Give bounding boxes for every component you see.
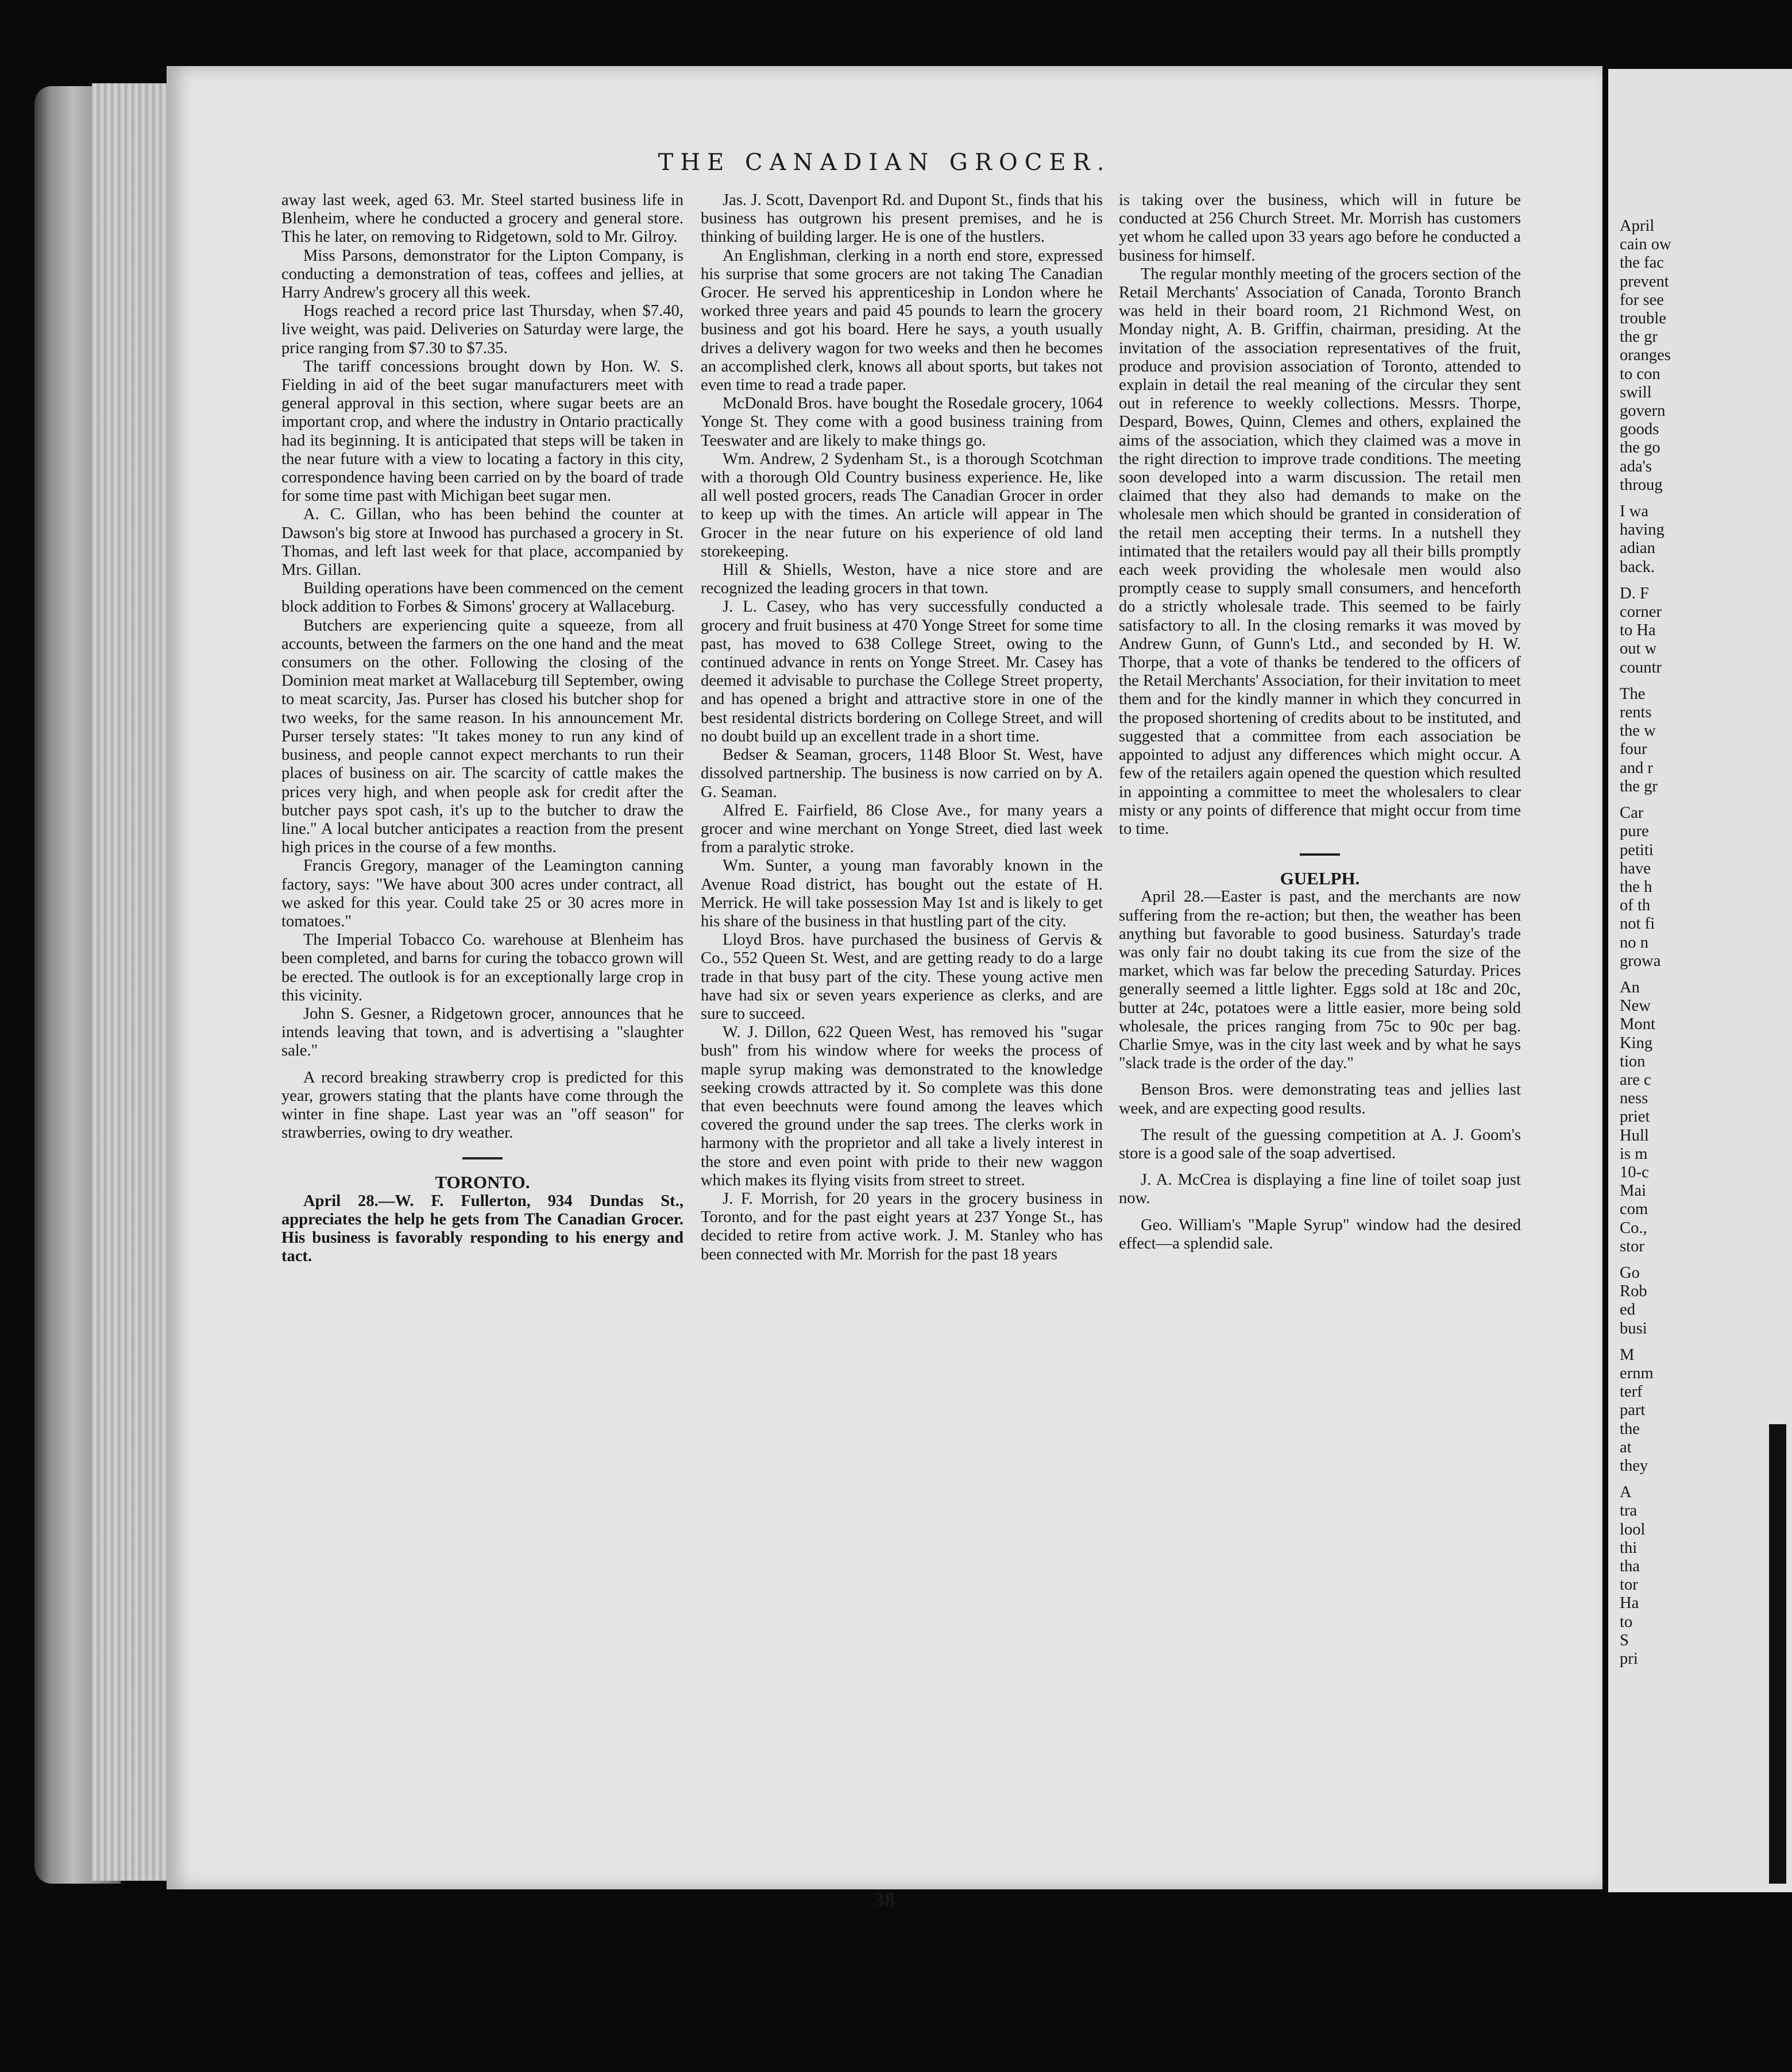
adjacent-fragment-line: tha (1620, 1557, 1640, 1576)
adjacent-fragment-line: rents (1620, 703, 1652, 722)
col2-paragraph-10: Lloyd Bros. have purchased the business of Gervis & Co., 552 Queen St. West, and are getting ready to do a large trade in that busy part of the city. These young active men have had six or seven years experience as clerks, and are sure to succeed. (701, 931, 1103, 1023)
adjacent-fragment-line: the gr (1620, 777, 1658, 795)
adjacent-fragment-line: cain ow (1620, 235, 1671, 254)
adjacent-fragment-line: the gr (1620, 328, 1658, 346)
adjacent-fragment-line: at (1620, 1438, 1632, 1456)
col2-paragraph-2: An Englishman, clerking in a north end store, expressed his surprise that some grocers are not taking The Canadian Grocer. He served his apprenticeship in London where he worked three years and paid 45 pounds to learn the grocery business and got his board. Here he says, a youth usually drives a delivery wagon for two weeks and then he becomes an accomplished clerk, knows all about sports, but takes not even time to read a trade paper. (701, 246, 1103, 395)
col2-paragraph-8: Alfred E. Fairfield, 86 Close Ave., for many years a grocer and wine merchant on Yonge Street, died last week from a paralytic stroke. (701, 801, 1103, 857)
adjacent-fragment-line: prevent (1620, 272, 1669, 291)
adjacent-fragment-line: Mai (1620, 1182, 1647, 1200)
adjacent-fragment-line: Co., (1620, 1219, 1647, 1237)
adjacent-fragment-line: Hull (1620, 1126, 1649, 1145)
fragment-gap (1620, 577, 1792, 585)
col1-paragraph-2: Miss Parsons, demonstrator for the Lipton Company, is conducting a demonstration of teas, coffees and jellies, at Harry Andrew's grocery all this week. (281, 246, 683, 302)
adjacent-fragment-line: I wa (1620, 502, 1649, 521)
col1-paragraph-1: away last week, aged 63. Mr. Steel started business life in Blenheim, where he conducted a grocery and general store. This he later, on removing to Ridgetown, sold to Mr. Gilroy. (281, 191, 683, 246)
col3-paragraph-2: The regular monthly meeting of the grocers section of the Retail Merchants' Association of Canada, Toronto Branch was held in their board room, 21 Richmond West, on Monday night, A. B. Griffin, chairman, presiding. At the invitation of the association representatives of the fruit, produce and provision association of Toronto, attended to explain in detail the real meaning of the circular they sent out in reference to weekly collections. Messrs. Thorpe, Despard, Bowes, Quinn, Clemes and others, explained the aims of the association, which they claimed was a move in the right direction to improve trade conditions. The meeting soon developed into a warm discussion. The retail men claimed that they also had demands to make on the wholesale men which should be granted in consideration of the retail men accepting their terms. In a nutshell they intimated that the retailers would pay all their bills promptly each week providing the wholesale men would also promptly cease to supply small consumers, and henceforth do a strictly wholesale trade. This seemed to be fairly satisfactory to all. In the closing remarks it was moved by Andrew Gunn, of Gunn's Ltd., and seconded by H. W. Thorpe, that a vote of thanks be tendered to the officers of the Retail Merchants' Association, for their invitation to meet them and for the kindly manner in which they concurred in the proposed shortening of credits about to be instituted, and suggested that a committee from each association be appointed to adjust any differences which might occur. A few of the retailers again opened the question which resulted in appointing a committee to meet the wholesalers to clear misty or any points of difference that might occur from time to time. (1119, 265, 1521, 838)
adjacent-fragment-line: stor (1620, 1237, 1644, 1255)
guelph-paragraph-2: Benson Bros. were demonstrating teas and jellies last week, and are expecting good results. (1119, 1081, 1521, 1118)
page-edges (92, 83, 172, 1881)
column-3 (1119, 191, 1521, 1253)
col1-paragraph-9: The Imperial Tobacco Co. warehouse at Blenheim has been completed, and barns for curing the tobacco grown will be erected. The outlook is for an exceptionally large crop in this vicinity. (281, 931, 683, 1004)
adjacent-fragment-line: have (1620, 859, 1651, 877)
adjacent-fragment-line: thi (1620, 1538, 1637, 1557)
adjacent-fragment-line: to (1620, 1613, 1633, 1631)
adjacent-fragment-line: they (1620, 1457, 1648, 1475)
adjacent-fragment-line: to Ha (1620, 621, 1656, 640)
column-2 (701, 191, 1103, 1264)
fragment-gap (1620, 971, 1792, 979)
adjacent-fragment-line: part (1620, 1401, 1646, 1420)
fragment-gap (1620, 1338, 1792, 1346)
adjacent-fragment-line: tion (1620, 1052, 1646, 1070)
adjacent-fragment-line: ness (1620, 1089, 1648, 1108)
page-gutter-shadow (1769, 1424, 1786, 1884)
adjacent-fragment-line: terf (1620, 1383, 1643, 1401)
adjacent-fragment-line: goods (1620, 420, 1659, 439)
adjacent-fragment-line: S (1620, 1631, 1629, 1649)
col2-paragraph-12: J. F. Morrish, for 20 years in the grocery business in Toronto, and for the past eight years at 237 Yonge St., has decided to retire from active work. J. M. Stanley who has been connected with Mr. Morrish for the past 18 years (701, 1189, 1103, 1263)
col2-paragraph-9: Wm. Sunter, a young man favorably known in the Avenue Road district, has bought out the estate of H. Merrick. He will take possession May 1st and is likely to get his share of the business in that hustling part of the city. (701, 857, 1103, 930)
adjacent-fragment-line: govern (1620, 402, 1666, 420)
adjacent-fragment-line: the go (1620, 439, 1660, 457)
adjacent-fragment-line: of th (1620, 896, 1651, 915)
adjacent-page-fragment (1608, 69, 1792, 1892)
adjacent-fragment-line: petiti (1620, 841, 1654, 859)
fragment-gap (1620, 677, 1792, 685)
adjacent-fragment-line: The (1620, 685, 1646, 703)
col2-paragraph-1: Jas. J. Scott, Davenport Rd. and Dupont St., finds that his business has outgrown his present premises, and he is thinking of building larger. He is one of the hustlers. (701, 191, 1103, 246)
toronto-first-paragraph: April 28.—W. F. Fullerton, 934 Dundas St., appreciates the help he gets from The Canadian Grocer. His business is favorably responding to his energy and tact. (281, 1192, 683, 1266)
adjacent-fragment-line: for see (1620, 291, 1664, 309)
col1-paragraph-11: A record breaking strawberry crop is predicted for this year, growers stating that the plants have come through the winter in fine shape. Last year was an "off season" for strawberries, owing to dry weather. (281, 1068, 683, 1142)
adjacent-fragment-line: April (1620, 217, 1655, 235)
col2-paragraph-7: Bedser & Seaman, grocers, 1148 Bloor St. West, have dissolved partnership. The business is now carried on by A. G. Seaman. (701, 746, 1103, 801)
adjacent-fragment-line: the (1620, 1420, 1640, 1438)
adjacent-fragment-line: no n (1620, 933, 1649, 952)
adjacent-fragment-line: throug (1620, 476, 1663, 494)
adjacent-fragment-line: are c (1620, 1070, 1651, 1089)
adjacent-fragment-line: tra (1620, 1502, 1637, 1520)
adjacent-fragment-line: pri (1620, 1650, 1638, 1668)
adjacent-fragment-line: New (1620, 997, 1651, 1015)
adjacent-fragment-line: com (1620, 1200, 1648, 1219)
section-heading-guelph: GUELPH. (1280, 868, 1360, 889)
adjacent-fragment-line: busi (1620, 1319, 1647, 1337)
adjacent-fragment-line: M (1620, 1346, 1635, 1364)
adjacent-fragment-line: the fac (1620, 254, 1664, 272)
col1-paragraph-3: Hogs reached a record price last Thursday, when $7.40, live weight, was paid. Deliveries on Saturday were large, the price ranging from $7.30 to $7.35. (281, 302, 683, 357)
guelph-paragraph-4: J. A. McCrea is displaying a fine line of toilet soap just now. (1119, 1171, 1521, 1208)
adjacent-fragment-line: D. F (1620, 584, 1649, 602)
adjacent-fragment-line: lool (1620, 1520, 1646, 1538)
page-number: 38 (874, 1888, 895, 1911)
section-divider (1300, 853, 1340, 856)
adjacent-fragment-line: ada's (1620, 457, 1652, 476)
adjacent-fragment-line: and r (1620, 759, 1653, 777)
col1-paragraph-5: A. C. Gillan, who has been behind the counter at Dawson's big store at Inwood has purchased a grocery in St. Thomas, and left last week for that place, accompanied by Mrs. Gillan. (281, 505, 683, 579)
adjacent-fragment-line: countr (1620, 658, 1662, 677)
col1-paragraph-7: Butchers are experiencing quite a squeeze, from all accounts, between the farmers on the one hand and the meat consumers on the other. Following the closing of the Dominion meat market at Wallaceburg till September, owing to meat scarcity, Jas. Purser has closed his butcher shop for two weeks, for the same reason. In his announcement Mr. Purser tersely states: "It takes money to run any kind of business, and people cannot expect merchants to run their places of business on air. The scarcity of cattle makes the prices very high, and when people ask for credit after the butcher pays spot cash, it's up to the butcher to draw the line." A local butcher anticipates a reaction from the present high prices in the course of a few months. (281, 616, 683, 857)
col2-paragraph-11: W. J. Dillon, 622 Queen West, has removed his "sugar bush" from his window where for weeks the process of maple syrup making was demonstrated to the knowledge seeking crowds attracted by it. So complete was this done that even beechnuts were found among the leaves which covered the ground under the sap trees. The clerks work in harmony with the proprietor and all take a lively interest in the store and even point with pride to their new waggon which makes its flying visits from street to street. (701, 1023, 1103, 1189)
adjacent-fragment-line: Mont (1620, 1015, 1655, 1034)
fragment-gap (1620, 796, 1792, 804)
guelph-paragraph-1: April 28.—Easter is past, and the merchants are now suffering from the re-action; but then, the weather has been anything but favorable to good business. Saturday's trade was only fair no doubt taking its cue from the size of the market, which was far below the preceding Saturday. Prices generally seemed a little lighter. Eggs sold at 18c and 20c, butter at 24c, potatoes were a little easier, more being sold wholesale, the prices ranging from 75c to 90c per bag. Charlie Smye, was in the city last week and by what he says "slack trade is the order of the day." (1119, 888, 1521, 1073)
adjacent-fragment-line: An (1620, 978, 1640, 996)
section-heading-toronto: TORONTO. (435, 1172, 530, 1193)
fragment-gap (1620, 494, 1792, 502)
adjacent-fragment-line: Go (1620, 1263, 1640, 1282)
adjacent-fragment-line: having (1620, 521, 1664, 539)
adjacent-fragment-line: 10-c (1620, 1163, 1649, 1181)
col1-paragraph-4: The tariff concessions brought down by Hon. W. S. Fielding in aid of the beet sugar manufacturers meet with general approval in this section, where sugar beets are an important crop, and where the industry in Ontario practically had its beginning. It is anticipated that steps will be taken in the near future with a view to locating a factory in this city, correspondence having been carried on by the board of trade for some time past with Michigan beet sugar men. (281, 357, 683, 505)
col2-paragraph-6: J. L. Casey, who has very successfully conducted a grocery and fruit business at 470 Yonge Street for some time past, has moved to 638 College Street, owing to the continued advance in rents on Yonge Street. Mr. Casey has deemed it advisable to purchase the College Street property, and has opened a bright and attractive store in one of the best residental districts bordering on College Street, and will no doubt build up an excellent trade in a short time. (701, 598, 1103, 745)
adjacent-fragment-line: trouble (1620, 310, 1666, 328)
adjacent-page-text (1620, 217, 1792, 1668)
adjacent-fragment-line: back. (1620, 558, 1655, 576)
fragment-gap (1620, 1475, 1792, 1483)
adjacent-fragment-line: A (1620, 1483, 1632, 1502)
adjacent-fragment-line: Rob (1620, 1282, 1647, 1301)
col3-paragraph-1: is taking over the business, which will in future be conducted at 256 Church Street. Mr. Morrish has customers yet whom he called upon 33 years ago before he conducted a business for himself. (1119, 191, 1521, 265)
adjacent-fragment-line: oranges (1620, 346, 1671, 365)
adjacent-fragment-line: pure (1620, 822, 1649, 841)
adjacent-fragment-line: ernm (1620, 1364, 1654, 1382)
newspaper-page (167, 66, 1602, 1911)
adjacent-fragment-line: Ha (1620, 1594, 1639, 1613)
adjacent-fragment-line: the h (1620, 877, 1652, 896)
col1-paragraph-8: Francis Gregory, manager of the Leamington canning factory, says: "We have about 300 acres under contract, all we asked for this year. Could take 25 or 30 acres more in tomatoes." (281, 857, 683, 930)
adjacent-fragment-line: the w (1620, 722, 1656, 740)
adjacent-fragment-line: swill (1620, 383, 1652, 401)
col2-paragraph-4: Wm. Andrew, 2 Sydenham St., is a thorough Scotchman with a thorough Old Country business experience. He, like all well posted grocers, reads The Canadian Grocer in order to keep up with the times. An article will appear in The Grocer in the near future on his experience of old land storekeeping. (701, 450, 1103, 560)
section-divider (462, 1157, 503, 1159)
adjacent-fragment-line: growa (1620, 952, 1661, 970)
guelph-paragraph-3: The result of the guessing competition at A. J. Goom's store is a good sale of the soap advertised. (1119, 1126, 1521, 1162)
adjacent-fragment-line: Car (1620, 804, 1644, 822)
adjacent-fragment-line: adian (1620, 539, 1655, 558)
adjacent-fragment-line: four (1620, 740, 1647, 759)
adjacent-fragment-line: to con (1620, 365, 1660, 383)
page-header: THE CANADIAN GROCER. (658, 149, 1111, 176)
column-1 (281, 191, 683, 1266)
col1-paragraph-10: John S. Gesner, a Ridgetown grocer, announces that he intends leaving that town, and is advertising a "slaughter sale." (281, 1004, 683, 1060)
col1-paragraph-6: Building operations have been commenced on the cement block addition to Forbes & Simons' grocery at Wallaceburg. (281, 579, 683, 616)
adjacent-fragment-line: corner (1620, 603, 1662, 621)
adjacent-fragment-line: ed (1620, 1301, 1635, 1319)
guelph-paragraph-5: Geo. William's "Maple Syrup" window had the desired effect—a splendid sale. (1119, 1216, 1521, 1253)
adjacent-fragment-line: out w (1620, 640, 1657, 658)
col2-paragraph-5: Hill & Shiells, Weston, have a nice store and are recognized the leading grocers in that town. (701, 561, 1103, 598)
adjacent-fragment-line: King (1620, 1034, 1653, 1052)
adjacent-fragment-line: is m (1620, 1145, 1648, 1163)
col2-paragraph-3: McDonald Bros. have bought the Rosedale grocery, 1064 Yonge St. They come with a good business training from Teeswater and are likely to make things go. (701, 395, 1103, 450)
adjacent-fragment-line: not fi (1620, 915, 1655, 933)
adjacent-fragment-line: priet (1620, 1108, 1650, 1126)
fragment-gap (1620, 1256, 1792, 1264)
adjacent-fragment-line: tor (1620, 1576, 1638, 1594)
